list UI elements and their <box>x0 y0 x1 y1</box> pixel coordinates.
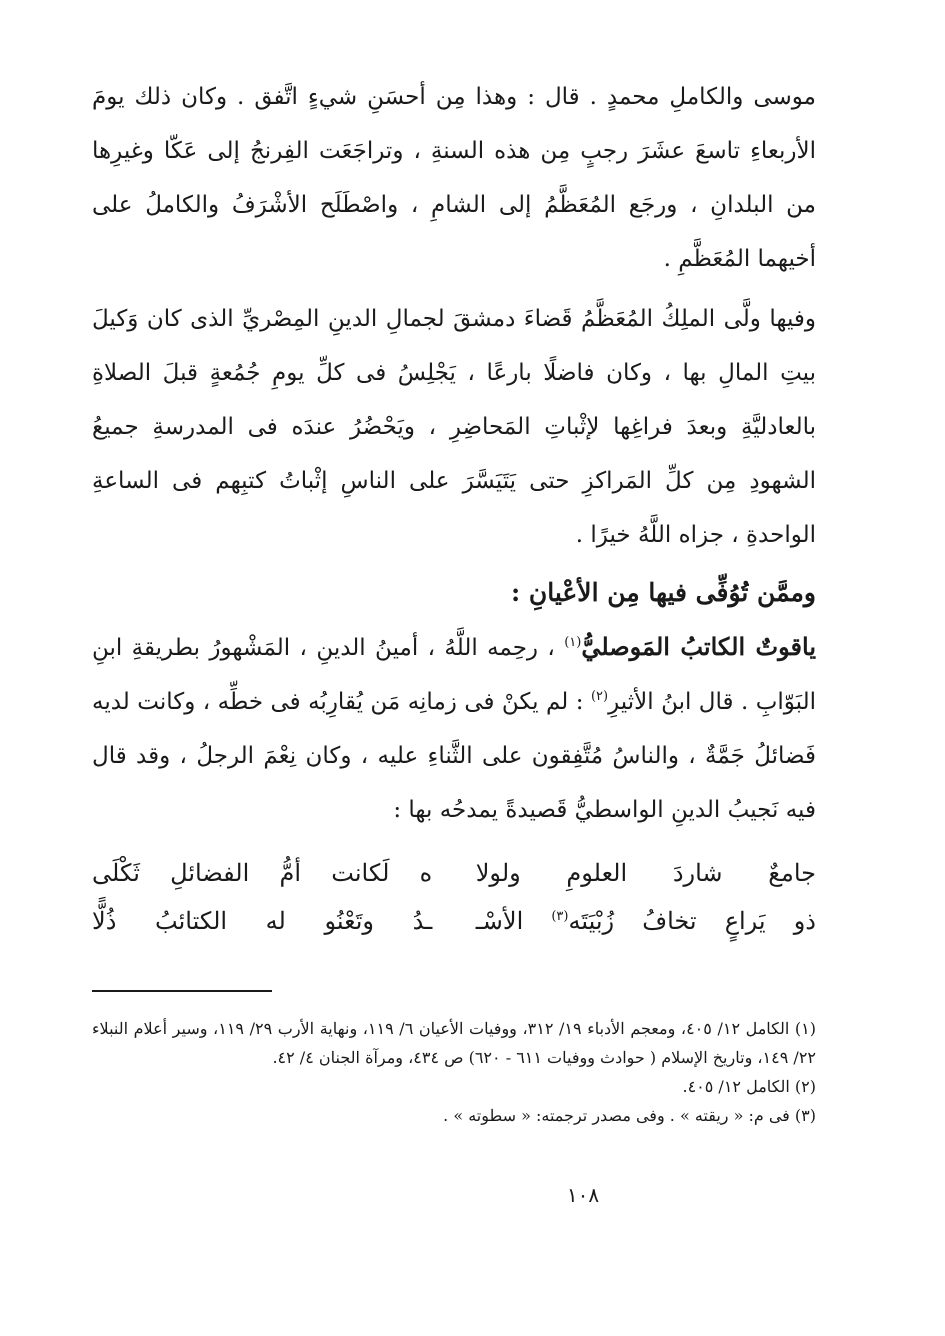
footnotes <box>92 1014 816 1130</box>
poem-hemistich-left: ـدُ وتَعْنُو له الكتائبُ ذُلًّا <box>92 907 433 935</box>
poem-verse <box>92 897 816 945</box>
footnote: (٢) الكامل ١٢/ ٤٠٥. <box>682 1077 816 1096</box>
biography-text: ، رحِمه اللَّهُ ، أمينُ الدينِ ، المَشْهورُ بطريقةِ ابنِ البَوّابِ . قال ابنُ الأثيرِ <box>92 635 816 715</box>
poem <box>92 849 816 945</box>
footnote-ref: (٢) <box>590 689 609 704</box>
poem-hemistich-right: جامعٌ شاردَ العلومِ ولولا <box>475 859 816 887</box>
footnote-divider <box>92 990 272 992</box>
biography-text: : لم يكنْ فى زمانِه مَن يُقارِبُه فى خطِّه ، وكانت لديه فَضائلُ جَمَّةٌ ، والناسُ مُتَّفِقون على الثَّناءِ عليه ، وكان نِعْمَ الرجلُ ، وقد قال فيه نَجيبُ الدينِ الواسطيُّ قَصيدةً يمدحُه بها : <box>92 689 816 823</box>
poem-hemistich-right: ذو يَراعٍ تخافُ زُبْيَتَه$^{(٣)}$ الأسْـ <box>475 907 816 935</box>
footnote: (٣) فى م: « ريقته » . وفى مصدر ترجمته: « سطوته » . <box>443 1106 816 1125</box>
page-content <box>92 70 817 1125</box>
biography-name: ياقوتٌ الكاتبُ المَوصليُّ <box>581 632 816 661</box>
page-number: ١٠٨ <box>566 1183 600 1207</box>
biography-paragraph <box>92 620 816 837</box>
footnote-ref: (١) <box>564 635 582 650</box>
poem-hemistich-left: ه لَكانت أمُّ الفضائلِ ثَكْلَى <box>92 859 433 887</box>
body-paragraph: وفيها ولَّى الملِكُ المُعَظَّمُ قَضاءَ دمشقَ لجمالِ الدينِ المِصْريِّ الذى كان وَكيلَ بيتِ المالِ بها ، وكان فاضلًا بارعًا ، يَجْلِسُ فى كلِّ يومِ جُمُعةٍ قبلَ الصلاةِ بالعادليَّةِ وبعدَ فراغِها لإثْباتِ المَحاضِرِ ، ويَحْضُرُ عندَه فى المدرسةِ جميعُ الشهودِ مِن كلِّ المَراكزِ حتى يَتَيَسَّرَ على الناسِ إثْباتُ كتبِهم فى الساعةِ الواحدةِ ، جزاه اللَّهُ خيرًا . <box>92 306 816 548</box>
body-paragraph: موسى والكاملِ محمدٍ . قال : وهذا مِن أحسَنِ شيءٍ اتَّفق . وكان ذلك يومَ الأربعاءِ تاسعَ عشَرَ رجبٍ مِن هذه السنةِ ، وتراجَعَت الفِرنجُ إلى عَكّا وغيرِها من البلدانِ ، ورجَع المُعَظَّمُ إلى الشامِ ، واصْطَلَح الأشْرَفُ والكاملُ على أخيهما المُعَظَّمِ . <box>92 84 816 272</box>
poem-verse <box>92 849 816 897</box>
footnote: (١) الكامل ١٢/ ٤٠٥، ومعجم الأدباء ١٩/ ٣١٢، ووفيات الأعيان ٦/ ١١٩، ونهاية الأرب ٢٩/ ١١٩، وسير أعلام النبلاء ٢٢/ ١٤٩، وتاريخ الإسلام ( حوادث ووفيات ٦١١ - ٦٢٠) ص ٤٣٤، ومرآة الجنان ٤/ ٤٢. <box>92 1019 817 1067</box>
section-heading: وممَّن تُوُفِّى فيها مِن الأعْيانِ : <box>510 578 816 607</box>
footnote-ref: (٣) <box>551 909 569 924</box>
